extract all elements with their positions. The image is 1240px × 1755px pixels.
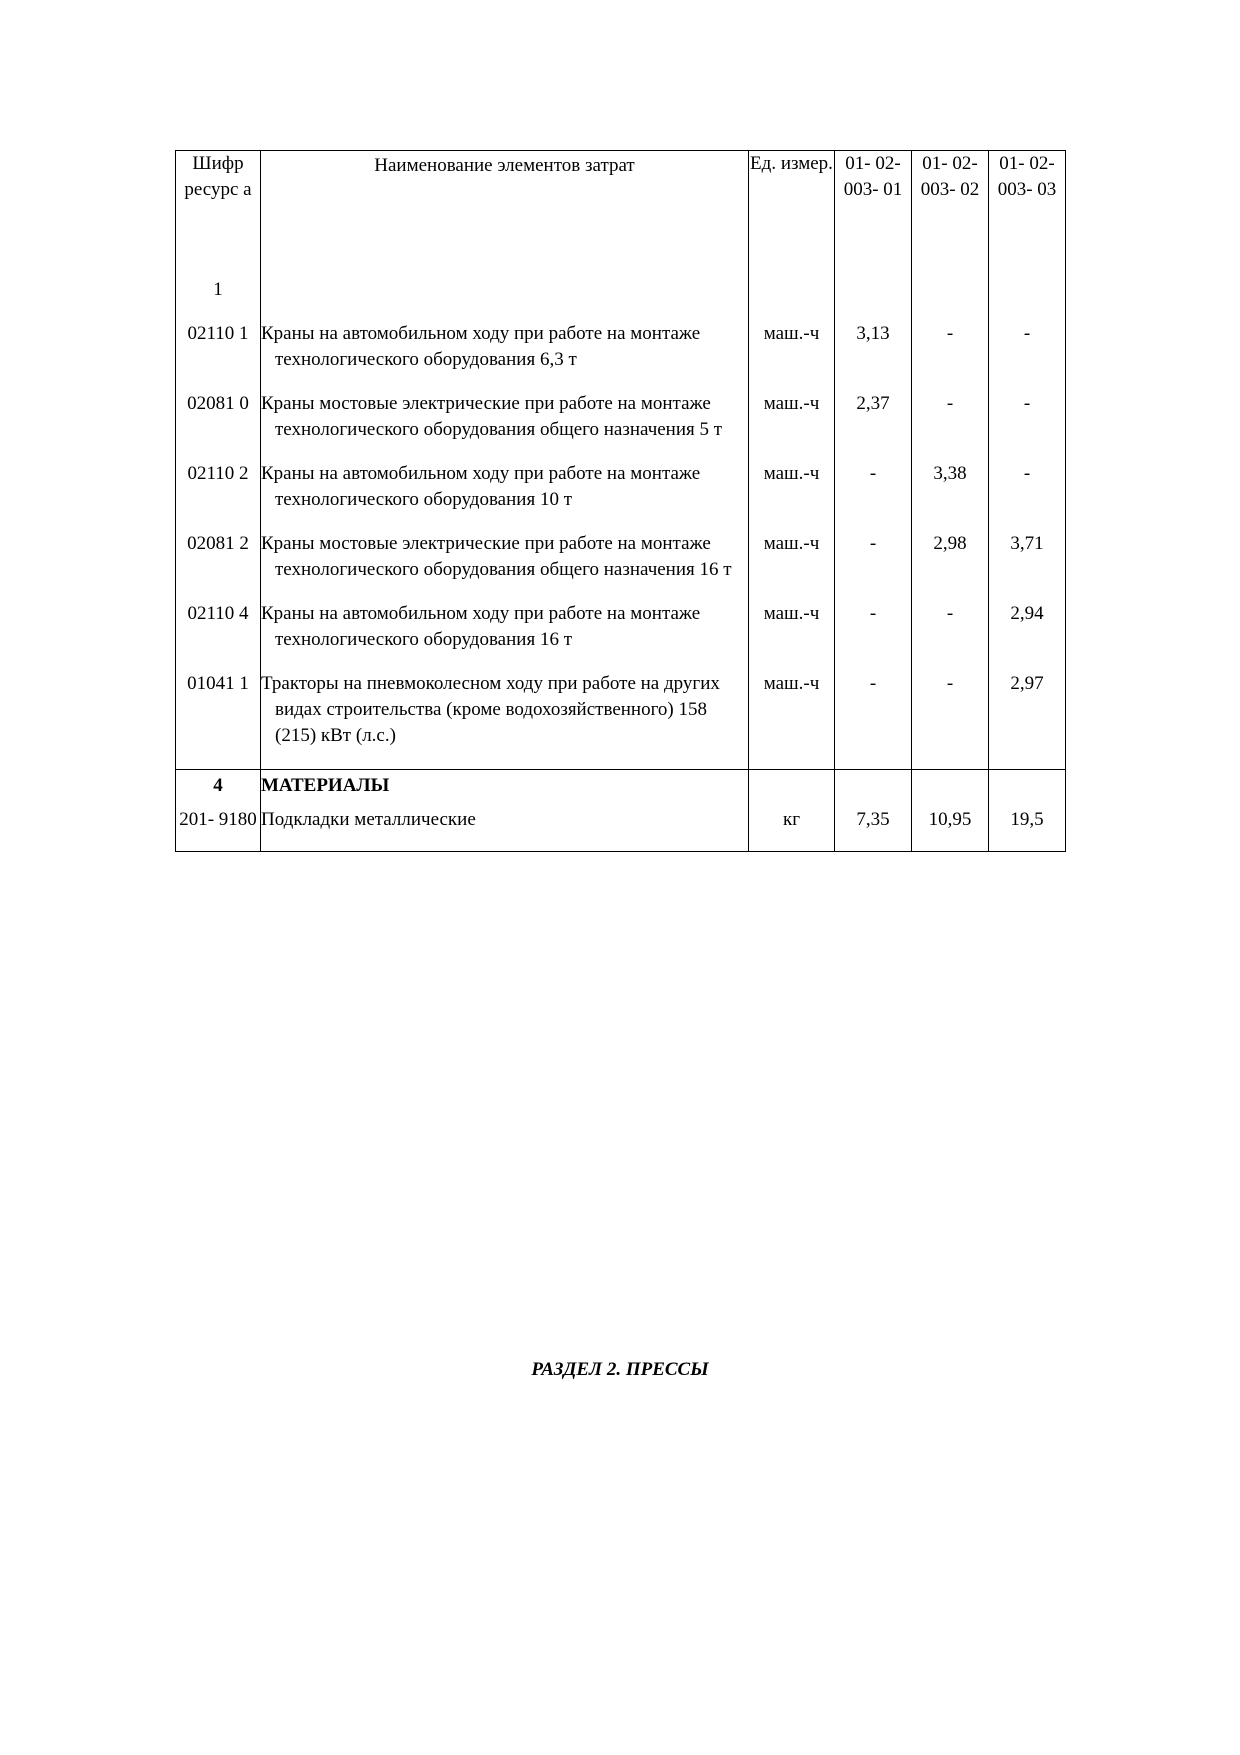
value-norm-01: - [835, 531, 912, 601]
value-norm-01: - [835, 461, 912, 531]
value-norm-01: - [835, 601, 912, 671]
resource-code: 01041 1 [176, 671, 261, 770]
resource-code: 02110 2 [176, 461, 261, 531]
value-norm-02: - [912, 391, 989, 461]
resource-unit: маш.-ч [749, 321, 835, 391]
resource-unit: кг [749, 807, 835, 852]
value-norm-03: 2,94 [989, 601, 1066, 671]
resource-name: Краны мостовые электрические при работе на монтаже технологического оборудования общего назначения 16 т [261, 533, 732, 580]
value-norm-02: - [912, 671, 989, 770]
resource-name: Краны на автомобильном ходу при работе на монтаже технологического оборудования 6,3 т [261, 323, 701, 370]
resource-name: Подкладки металлические [261, 809, 476, 830]
value-norm-03: - [989, 461, 1066, 531]
header-norm-03: 01- 02- 003- 03 [989, 151, 1066, 278]
value-norm-01: 2,37 [835, 391, 912, 461]
resource-unit: маш.-ч [749, 461, 835, 531]
resource-code: 02110 1 [176, 321, 261, 391]
resource-name: Краны на автомобильном ходу при работе на монтаже технологического оборудования 10 т [261, 463, 701, 510]
table-row [176, 531, 1066, 601]
value-norm-01: - [835, 671, 912, 770]
column-number-row [176, 277, 1066, 321]
table-row [176, 807, 1066, 852]
table-header-row [176, 151, 1066, 278]
section-number: 4 [176, 770, 261, 808]
value-norm-03: 19,5 [989, 807, 1066, 852]
resource-code: 02110 4 [176, 601, 261, 671]
resource-unit: маш.-ч [749, 531, 835, 601]
header-name: Наименование элементов затрат [261, 151, 749, 278]
resource-unit: маш.-ч [749, 601, 835, 671]
value-norm-02: 2,98 [912, 531, 989, 601]
resource-code: 02081 2 [176, 531, 261, 601]
header-norm-02: 01- 02- 003- 02 [912, 151, 989, 278]
resource-code: 201- 9180 [176, 807, 261, 852]
section-row-materials [176, 770, 1066, 808]
table-row [176, 461, 1066, 531]
section-title: МАТЕРИАЛЫ [261, 770, 749, 808]
value-norm-02: - [912, 321, 989, 391]
header-unit: Ед. измер. [749, 151, 835, 278]
resource-code: 02081 0 [176, 391, 261, 461]
value-norm-03: 3,71 [989, 531, 1066, 601]
table-row [176, 391, 1066, 461]
column-number: 1 [176, 277, 261, 321]
resource-unit: маш.-ч [749, 671, 835, 770]
table-row [176, 601, 1066, 671]
header-norm-01: 01- 02- 003- 01 [835, 151, 912, 278]
value-norm-03: - [989, 391, 1066, 461]
value-norm-02: 3,38 [912, 461, 989, 531]
resource-unit: маш.-ч [749, 391, 835, 461]
table-row [176, 321, 1066, 391]
resource-name: Тракторы на пневмоколесном ходу при работе на других видах строительства (кроме водохозяйственного) 158 (215) кВт (л.с.) [261, 673, 720, 746]
resource-name: Краны на автомобильном ходу при работе на монтаже технологического оборудования 16 т [261, 603, 701, 650]
value-norm-03: 2,97 [989, 671, 1066, 770]
resource-norms-table [175, 150, 1066, 852]
value-norm-01: 3,13 [835, 321, 912, 391]
value-norm-02: 10,95 [912, 807, 989, 852]
value-norm-03: - [989, 321, 1066, 391]
resource-name: Краны мостовые электрические при работе на монтаже технологического оборудования общего назначения 5 т [261, 393, 723, 440]
section-heading: РАЗДЕЛ 2. ПРЕССЫ [531, 1359, 709, 1380]
table-row [176, 671, 1066, 770]
value-norm-01: 7,35 [835, 807, 912, 852]
header-code: Шифр ресурс а [176, 151, 261, 278]
value-norm-02: - [912, 601, 989, 671]
